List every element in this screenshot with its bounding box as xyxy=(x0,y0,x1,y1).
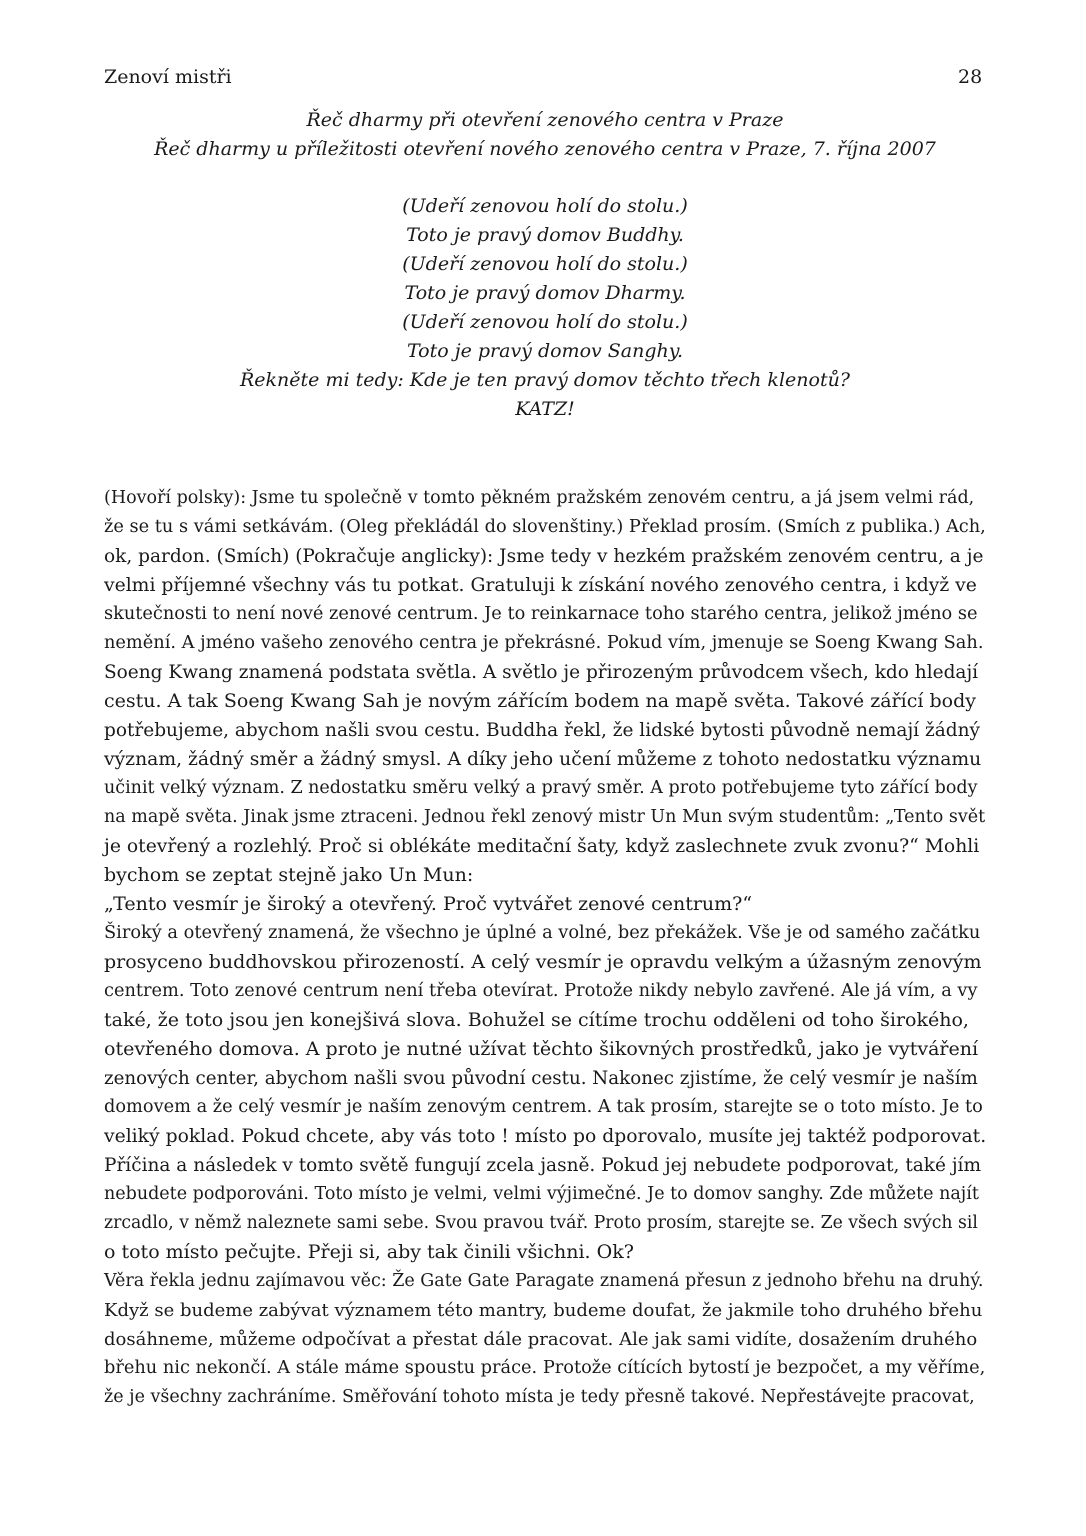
body-line: „Tento vesmír je široký a otevřený. Proč vytvářet zenové centrum?“ xyxy=(104,893,753,915)
verse-line: (Udeří zenovou holí do stolu.) xyxy=(402,195,688,217)
body-line: potřebujeme, abychom našli svou cestu. Buddha řekl, že lidské bytosti původně nemají žádný xyxy=(104,720,980,741)
body-line: domovem a že celý vesmír je naším zenovým centrem. A tak prosím, starejte se o toto místo. Je to xyxy=(104,1097,983,1117)
body-line: nebudete podporováni. Toto místo je velmi, velmi výjimečné. Je to domov sanghy. Zde můžete najít xyxy=(104,1184,979,1204)
verse-line: Toto je pravý domov Dharmy. xyxy=(404,282,686,304)
verse-line: KATZ! xyxy=(515,398,575,420)
body-line: o toto místo pečujte. Přeji si, aby tak činili všichni. Ok? xyxy=(104,1241,634,1263)
verse-line: (Udeří zenovou holí do stolu.) xyxy=(402,311,688,333)
body-line: také, že toto jsou jen konejšivá slova. Bohužel se cítíme trochu odděleni od toho širokého, xyxy=(104,1009,969,1031)
opening-verse xyxy=(104,192,986,424)
body-line: na mapě světa. Jinak jsme ztraceni. Jednou řekl zenový mistr Un Mun svým studentům: „Tento svět xyxy=(104,807,986,827)
body-line: skutečnosti to není nové zenové centrum. Je to reinkarnace toho starého centra, jelikož jméno se xyxy=(104,604,978,624)
body-line: nemění. A jméno vašeho zenového centra je překrásné. Pokud vím, jmenuje se Soeng Kwang Sah. xyxy=(104,633,984,653)
body-line: zrcadlo, v němž naleznete sami sebe. Svou pravou tvář. Proto prosím, starejte se. Ze všech svých sil xyxy=(104,1213,978,1233)
verse-line: Toto je pravý domov Buddhy. xyxy=(406,224,684,246)
body-line: cestu. A tak Soeng Kwang Sah je novým zářícím bodem na mapě světa. Takové zářící body xyxy=(104,690,976,712)
body-line: veliký poklad. Pokud chcete, aby vás toto ! místo po dporovalo, musíte jej taktéž podporovat. xyxy=(104,1126,987,1147)
body-line: dosáhneme, můžeme odpočívat a přestat dále pracovat. Ale jak sami vidíte, dosažením druhého xyxy=(104,1329,978,1350)
chapter-title: Řeč dharmy při otevření zenového centra v Praze xyxy=(306,109,784,131)
verse-line: (Udeří zenovou holí do stolu.) xyxy=(402,253,688,275)
body-line: břehu nic nekončí. A stále máme spoustu práce. Protože cítících bytostí je bezpočet, a my věříme, xyxy=(104,1358,986,1378)
body-line: Věra řekla jednu zajímavou věc: Že Gate Gate Paragate znamená přesun z jednoho břehu na druhý. xyxy=(104,1271,984,1291)
verse-line: Řekněte mi tedy: Kde je ten pravý domov těchto třech klenotů? xyxy=(239,369,850,391)
body-line: že se tu s vámi setkávám. (Oleg překládál do slovenštiny.) Překlad prosím. (Smích z publika.) Ach, xyxy=(104,517,986,537)
body-line: ok, pardon. (Smích) (Pokračuje anglicky): Jsme tedy v hezkém pražském zenovém centru, a je xyxy=(104,546,984,567)
body-line: prosyceno buddhovskou přirozeností. A celý vesmír je opravdu velkým a úžasným zenovým xyxy=(104,951,982,973)
body-line: bychom se zeptat stejně jako Un Mun: xyxy=(104,864,474,886)
body-line: Soeng Kwang znamená podstata světla. A světlo je přirozeným průvodcem všech, kdo hledají xyxy=(104,662,979,683)
page-number: 28 xyxy=(958,66,983,88)
body-line: Příčina a následek v tomto světě fungují zcela jasně. Pokud jej nebudete podporovat, také jím xyxy=(104,1155,982,1176)
body-line: zenových center, abychom našli svou původní cestu. Nakonec zjistíme, že celý vesmír je naším xyxy=(104,1068,978,1089)
chapter-titles xyxy=(104,106,986,164)
verse-line: Toto je pravý domov Sanghy. xyxy=(406,340,684,362)
chapter-subtitle: Řeč dharmy u příležitosti otevření nového zenového centra v Praze, 7. října 2007 xyxy=(154,138,936,160)
body-line: otevřeného domova. A proto je nutné užívat těchto šikovných prostředků, jako je vytváření xyxy=(104,1038,979,1060)
running-title: Zenoví mistři xyxy=(104,66,232,88)
body-line: význam, žádný směr a žádný smysl. A díky jeho učení můžeme z tohoto nedostatku významu xyxy=(104,749,982,770)
body-line: Široký a otevřený znamená, že všechno je úplné a volné, bez překážek. Vše je od samého začátku xyxy=(104,923,981,943)
body-line: Když se budeme zabývat významem této mantry, budeme doufat, že jakmile toho druhého břehu xyxy=(104,1300,983,1321)
body-text xyxy=(104,484,986,1412)
body-line: že je všechny zachráníme. Směřování tohoto místa je tedy přesně takové. Nepřestávejte pracovat, xyxy=(104,1387,975,1407)
body-line: (Hovoří polsky): Jsme tu společně v tomto pěkném pražském zenovém centru, a já jsem velmi rád, xyxy=(104,488,975,508)
body-line: je otevřený a rozlehlý. Proč si oblékáte meditační šaty, když zaslechnete zvuk zvonu?“ Mohli xyxy=(104,836,980,857)
body-line: učinit velký význam. Z nedostatku směru velký a pravý směr. A proto potřebujeme tyto zářící body xyxy=(104,778,978,798)
body-line: centrem. Toto zenové centrum není třeba otevírat. Protože nikdy nebylo zavřené. Ale já vím, a vy xyxy=(104,981,978,1001)
body-line: velmi příjemné všechny vás tu potkat. Gratuluji k získání nového zenového centra, i když ve xyxy=(104,575,977,596)
